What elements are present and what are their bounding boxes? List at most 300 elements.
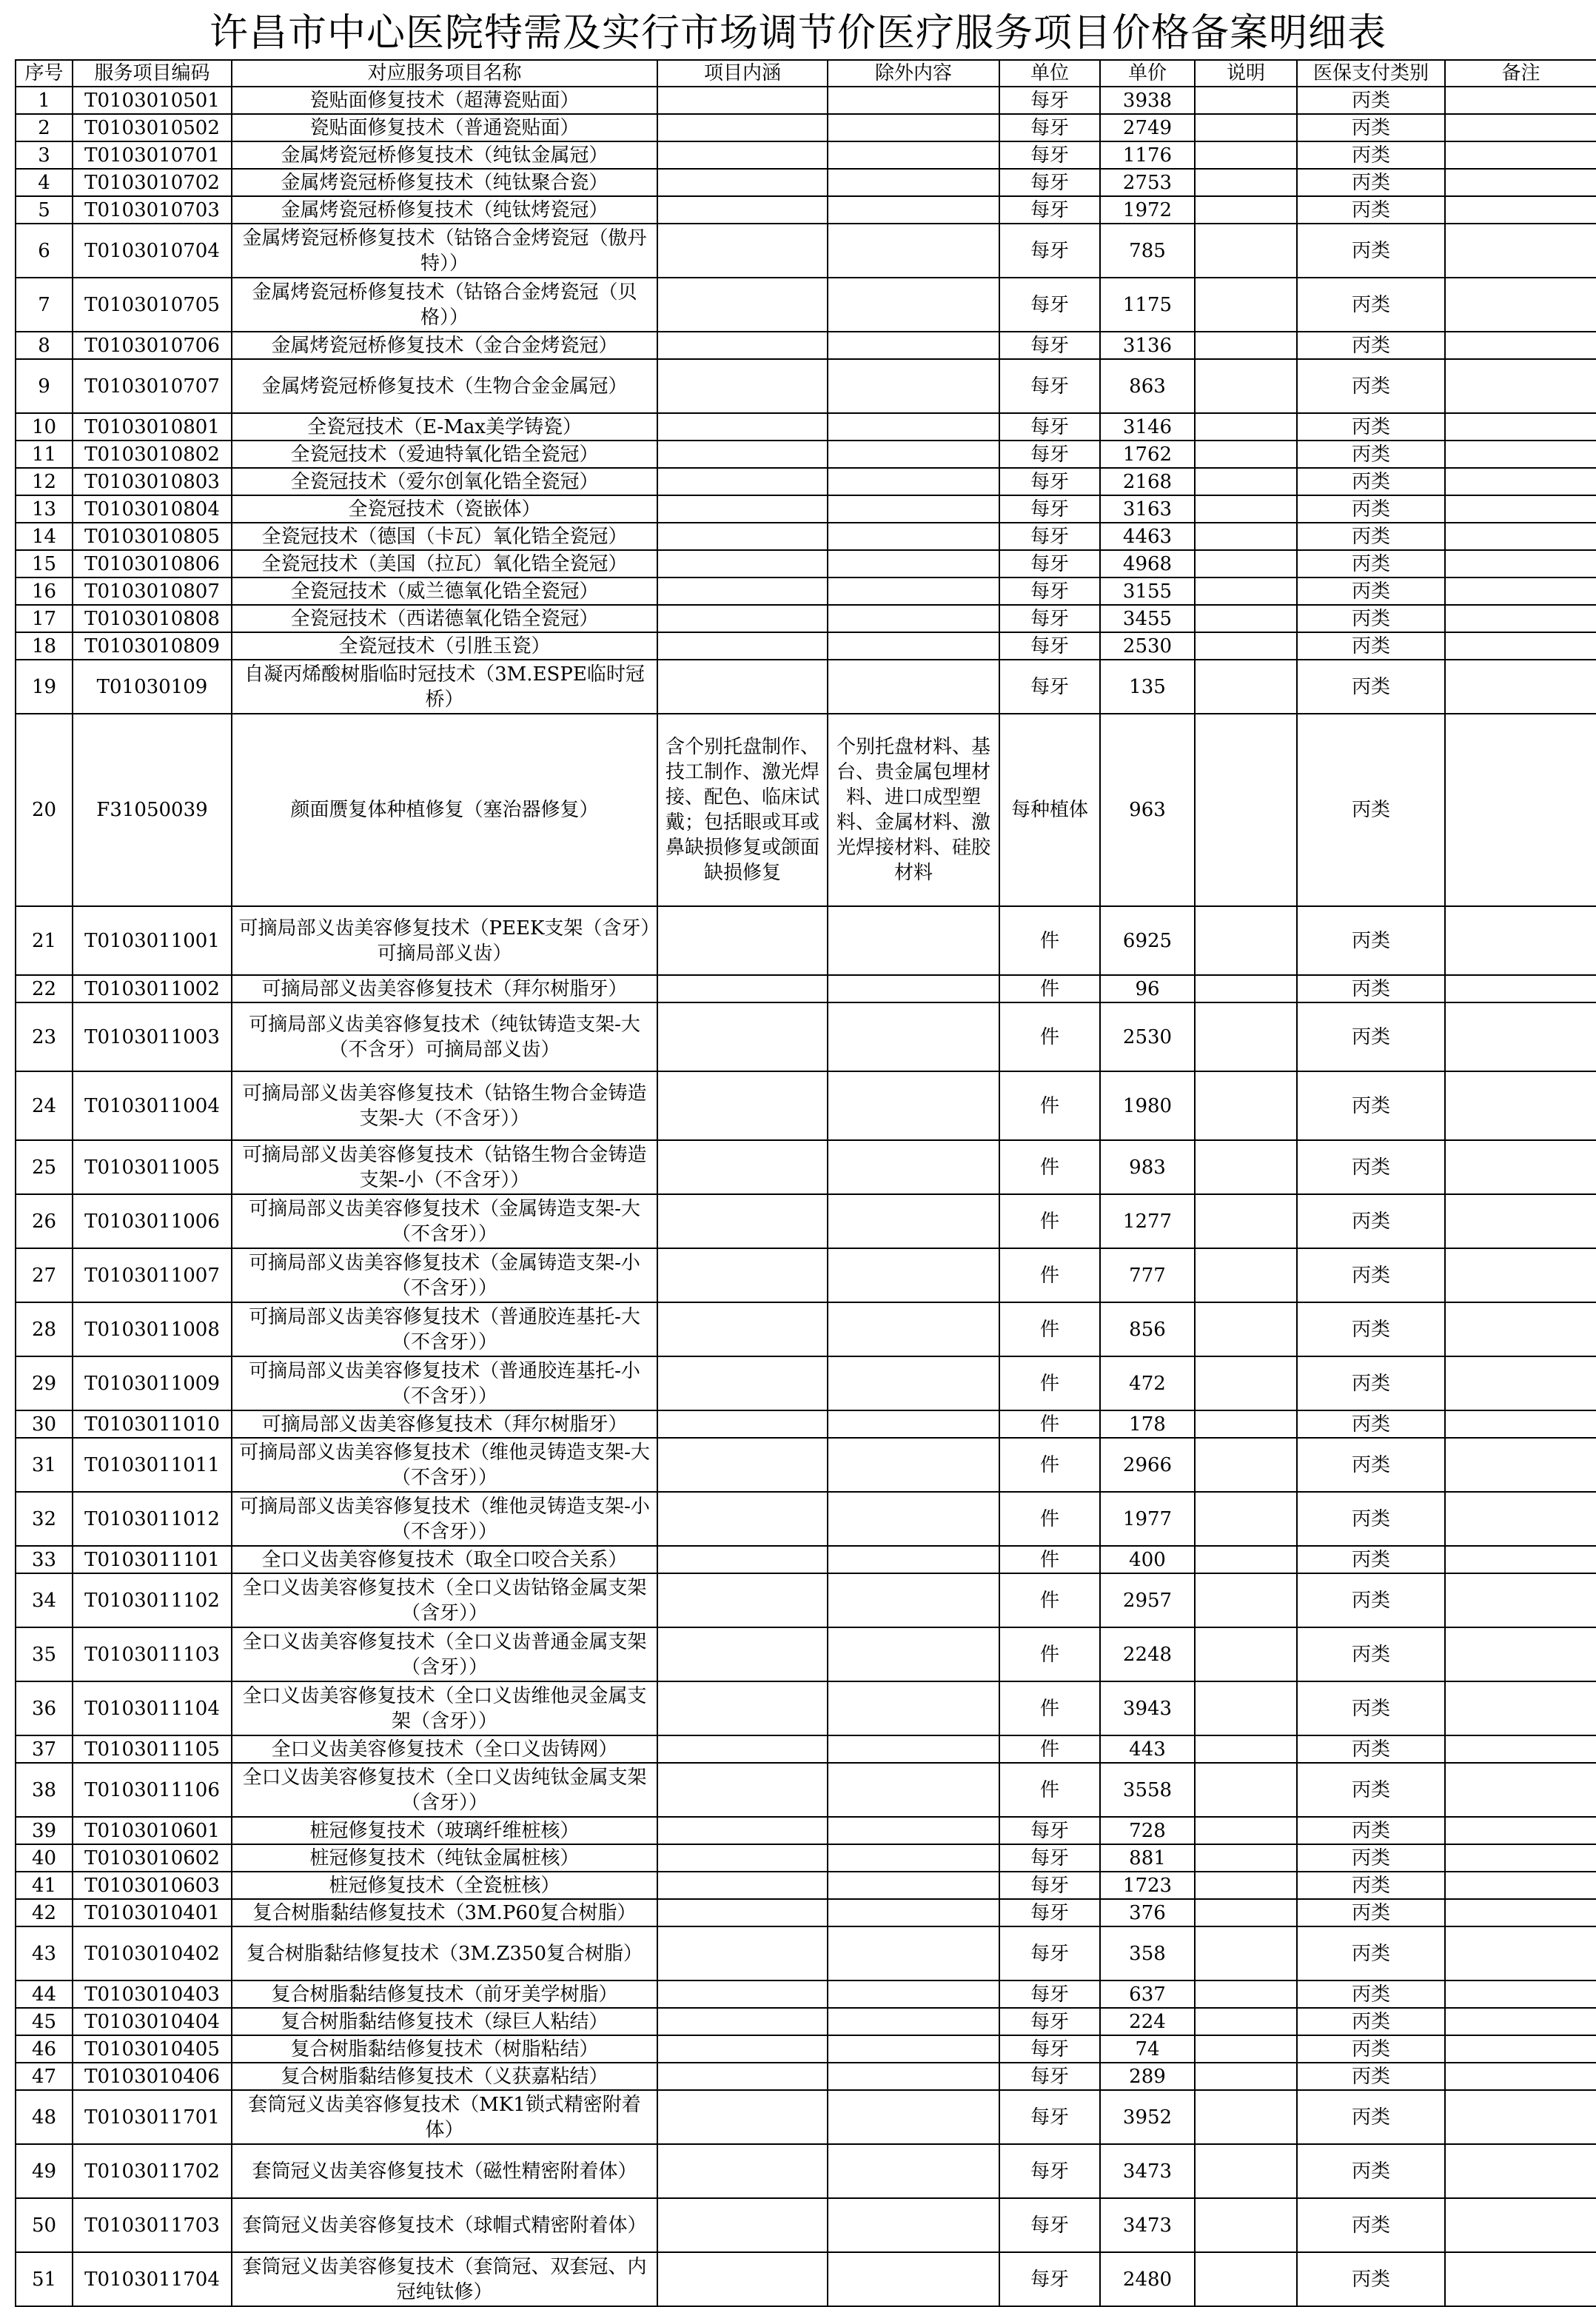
cell-price: 358 xyxy=(1100,1926,1195,1980)
cell-price: 785 xyxy=(1100,224,1195,278)
table-row xyxy=(16,1735,1596,1763)
cell-exclusion xyxy=(828,605,999,632)
cell-code: F31050039 xyxy=(73,714,232,906)
cell-note xyxy=(1195,224,1297,278)
cell-unit: 件 xyxy=(999,1573,1100,1627)
cell-no: 21 xyxy=(16,906,73,975)
cell-note xyxy=(1195,1002,1297,1071)
cell-content xyxy=(657,196,828,224)
cell-code: T0103010401 xyxy=(73,1899,232,1926)
table-row xyxy=(16,1980,1596,2008)
cell-remark xyxy=(1445,2198,1596,2252)
cell-content xyxy=(657,224,828,278)
cell-name: 可摘局部义齿美容修复技术（普通胶连基托-小（不含牙）） xyxy=(232,1356,657,1410)
cell-code: T0103010404 xyxy=(73,2008,232,2035)
cell-note xyxy=(1195,141,1297,169)
cell-note xyxy=(1195,1844,1297,1872)
cell-note xyxy=(1195,1194,1297,1248)
cell-price: 3455 xyxy=(1100,605,1195,632)
cell-exclusion xyxy=(828,1356,999,1410)
cell-content xyxy=(657,169,828,196)
cell-insurance: 丙类 xyxy=(1297,441,1445,468)
cell-no: 33 xyxy=(16,1546,73,1573)
cell-note xyxy=(1195,1546,1297,1573)
cell-insurance: 丙类 xyxy=(1297,1926,1445,1980)
cell-unit: 件 xyxy=(999,1681,1100,1735)
table-row xyxy=(16,169,1596,196)
cell-name: 金属烤瓷冠桥修复技术（钴铬合金烤瓷冠（傲丹特）） xyxy=(232,224,657,278)
cell-exclusion xyxy=(828,1627,999,1681)
table-row xyxy=(16,2198,1596,2252)
cell-name: 瓷贴面修复技术（普通瓷贴面） xyxy=(232,114,657,141)
cell-price: 3146 xyxy=(1100,413,1195,441)
cell-unit: 每牙 xyxy=(999,332,1100,359)
cell-name: 全瓷冠技术（德国（卡瓦）氧化锆全瓷冠） xyxy=(232,523,657,550)
cell-note xyxy=(1195,2198,1297,2252)
cell-name: 桩冠修复技术（全瓷桩核） xyxy=(232,1872,657,1899)
cell-code: T0103010502 xyxy=(73,114,232,141)
cell-content xyxy=(657,577,828,605)
cell-code: T0103011012 xyxy=(73,1492,232,1546)
cell-name: 套筒冠义齿美容修复技术（球帽式精密附着体） xyxy=(232,2198,657,2252)
cell-name: 复合树脂黏结修复技术（树脂粘结） xyxy=(232,2035,657,2063)
cell-name: 全瓷冠技术（瓷嵌体） xyxy=(232,495,657,523)
cell-exclusion xyxy=(828,1844,999,1872)
cell-content xyxy=(657,1926,828,1980)
cell-remark xyxy=(1445,906,1596,975)
cell-remark xyxy=(1445,413,1596,441)
cell-note xyxy=(1195,1899,1297,1926)
table-row xyxy=(16,278,1596,332)
cell-unit: 件 xyxy=(999,906,1100,975)
cell-insurance: 丙类 xyxy=(1297,224,1445,278)
cell-insurance: 丙类 xyxy=(1297,2090,1445,2144)
cell-code: T0103010805 xyxy=(73,523,232,550)
cell-insurance: 丙类 xyxy=(1297,1735,1445,1763)
cell-unit: 每牙 xyxy=(999,441,1100,468)
cell-note xyxy=(1195,332,1297,359)
cell-remark xyxy=(1445,577,1596,605)
cell-exclusion xyxy=(828,1302,999,1356)
cell-price: 637 xyxy=(1100,1980,1195,2008)
cell-remark xyxy=(1445,1248,1596,1302)
cell-note xyxy=(1195,1735,1297,1763)
cell-content xyxy=(657,1763,828,1817)
cell-content xyxy=(657,1844,828,1872)
cell-remark xyxy=(1445,1071,1596,1140)
cell-unit: 每牙 xyxy=(999,1872,1100,1899)
cell-exclusion xyxy=(828,196,999,224)
cell-unit: 件 xyxy=(999,1140,1100,1194)
cell-no: 14 xyxy=(16,523,73,550)
cell-name: 金属烤瓷冠桥修复技术（金合金烤瓷冠） xyxy=(232,332,657,359)
cell-price: 6925 xyxy=(1100,906,1195,975)
cell-insurance: 丙类 xyxy=(1297,1763,1445,1817)
table-row xyxy=(16,359,1596,413)
cell-remark xyxy=(1445,169,1596,196)
cell-exclusion xyxy=(828,1492,999,1546)
cell-name: 金属烤瓷冠桥修复技术（钴铬合金烤瓷冠（贝格）） xyxy=(232,278,657,332)
cell-name: 全口义齿美容修复技术（全口义齿维他灵金属支架（含牙）） xyxy=(232,1681,657,1735)
cell-code: T0103010707 xyxy=(73,359,232,413)
col-header-insurance: 医保支付类别 xyxy=(1297,60,1445,87)
cell-code: T0103011011 xyxy=(73,1438,232,1492)
cell-code: T0103010802 xyxy=(73,441,232,468)
cell-remark xyxy=(1445,224,1596,278)
cell-name: 套筒冠义齿美容修复技术（MK1锁式精密附着体） xyxy=(232,2090,657,2144)
col-header-exclusion: 除外内容 xyxy=(828,60,999,87)
cell-exclusion xyxy=(828,1573,999,1627)
cell-note xyxy=(1195,413,1297,441)
table-row xyxy=(16,975,1596,1002)
col-header-remark: 备注 xyxy=(1445,60,1596,87)
cell-remark xyxy=(1445,1302,1596,1356)
cell-unit: 每牙 xyxy=(999,169,1100,196)
cell-exclusion xyxy=(828,87,999,114)
cell-price: 74 xyxy=(1100,2035,1195,2063)
cell-price: 1176 xyxy=(1100,141,1195,169)
cell-name: 金属烤瓷冠桥修复技术（纯钛聚合瓷） xyxy=(232,169,657,196)
cell-code: T0103011701 xyxy=(73,2090,232,2144)
cell-content xyxy=(657,1573,828,1627)
cell-unit: 每种植体 xyxy=(999,714,1100,906)
cell-no: 16 xyxy=(16,577,73,605)
cell-unit: 每牙 xyxy=(999,605,1100,632)
cell-insurance: 丙类 xyxy=(1297,1844,1445,1872)
cell-price: 3136 xyxy=(1100,332,1195,359)
cell-code: T0103010706 xyxy=(73,332,232,359)
cell-name: 可摘局部义齿美容修复技术（维他灵铸造支架-小（不含牙）） xyxy=(232,1492,657,1546)
cell-no: 8 xyxy=(16,332,73,359)
cell-unit: 件 xyxy=(999,1302,1100,1356)
table-row xyxy=(16,1438,1596,1492)
cell-content xyxy=(657,2090,828,2144)
cell-content xyxy=(657,1410,828,1438)
cell-name: 全瓷冠技术（美国（拉瓦）氧化锆全瓷冠） xyxy=(232,550,657,577)
cell-exclusion xyxy=(828,114,999,141)
cell-content xyxy=(657,1899,828,1926)
cell-insurance: 丙类 xyxy=(1297,278,1445,332)
cell-exclusion xyxy=(828,441,999,468)
table-row xyxy=(16,1194,1596,1248)
cell-exclusion: 个别托盘材料、基台、贵金属包埋材料、进口成型塑料、金属材料、激光焊接材料、硅胶材料 xyxy=(828,714,999,906)
cell-name: 可摘局部义齿美容修复技术（金属铸造支架-小（不含牙）） xyxy=(232,1248,657,1302)
cell-exclusion xyxy=(828,1438,999,1492)
cell-no: 7 xyxy=(16,278,73,332)
cell-remark xyxy=(1445,1763,1596,1817)
cell-exclusion xyxy=(828,1140,999,1194)
cell-content xyxy=(657,2252,828,2306)
cell-price: 1762 xyxy=(1100,441,1195,468)
cell-name: 套筒冠义齿美容修复技术（套筒冠、双套冠、内冠纯钛修） xyxy=(232,2252,657,2306)
cell-note xyxy=(1195,975,1297,1002)
cell-remark xyxy=(1445,1817,1596,1844)
cell-note xyxy=(1195,495,1297,523)
cell-no: 41 xyxy=(16,1872,73,1899)
cell-note xyxy=(1195,2090,1297,2144)
cell-insurance: 丙类 xyxy=(1297,196,1445,224)
table-row xyxy=(16,1926,1596,1980)
cell-unit: 每牙 xyxy=(999,2008,1100,2035)
cell-content xyxy=(657,114,828,141)
cell-note xyxy=(1195,523,1297,550)
cell-code: T01030109 xyxy=(73,660,232,714)
cell-note xyxy=(1195,468,1297,495)
cell-remark xyxy=(1445,141,1596,169)
cell-no: 25 xyxy=(16,1140,73,1194)
cell-unit: 每牙 xyxy=(999,1817,1100,1844)
cell-name: 全瓷冠技术（爱迪特氧化锆全瓷冠） xyxy=(232,441,657,468)
cell-name: 可摘局部义齿美容修复技术（拜尔树脂牙） xyxy=(232,975,657,1002)
table-row xyxy=(16,2144,1596,2198)
cell-price: 2957 xyxy=(1100,1573,1195,1627)
cell-unit: 件 xyxy=(999,1763,1100,1817)
cell-remark xyxy=(1445,1980,1596,2008)
cell-name: 金属烤瓷冠桥修复技术（生物合金金属冠） xyxy=(232,359,657,413)
cell-insurance: 丙类 xyxy=(1297,1546,1445,1573)
cell-note xyxy=(1195,2252,1297,2306)
cell-remark xyxy=(1445,87,1596,114)
cell-exclusion xyxy=(828,2063,999,2090)
cell-insurance: 丙类 xyxy=(1297,2198,1445,2252)
cell-price: 2480 xyxy=(1100,2252,1195,2306)
cell-no: 23 xyxy=(16,1002,73,1071)
cell-insurance: 丙类 xyxy=(1297,1438,1445,1492)
cell-exclusion xyxy=(828,1980,999,2008)
cell-no: 47 xyxy=(16,2063,73,2090)
cell-remark xyxy=(1445,332,1596,359)
table-row xyxy=(16,714,1596,906)
table-row xyxy=(16,1872,1596,1899)
cell-note xyxy=(1195,550,1297,577)
table-row xyxy=(16,495,1596,523)
cell-price: 2749 xyxy=(1100,114,1195,141)
cell-unit: 件 xyxy=(999,1002,1100,1071)
cell-note xyxy=(1195,278,1297,332)
cell-note xyxy=(1195,1980,1297,2008)
cell-unit: 件 xyxy=(999,975,1100,1002)
table-row xyxy=(16,1899,1596,1926)
cell-unit: 每牙 xyxy=(999,359,1100,413)
cell-unit: 每牙 xyxy=(999,114,1100,141)
cell-note xyxy=(1195,1681,1297,1735)
cell-unit: 每牙 xyxy=(999,2198,1100,2252)
cell-insurance: 丙类 xyxy=(1297,1194,1445,1248)
cell-content xyxy=(657,413,828,441)
cell-insurance: 丙类 xyxy=(1297,114,1445,141)
cell-code: T0103010809 xyxy=(73,632,232,660)
cell-no: 24 xyxy=(16,1071,73,1140)
cell-exclusion xyxy=(828,1002,999,1071)
cell-remark xyxy=(1445,468,1596,495)
cell-name: 复合树脂黏结修复技术（3M.P60复合树脂） xyxy=(232,1899,657,1926)
cell-name: 全瓷冠技术（威兰德氧化锆全瓷冠） xyxy=(232,577,657,605)
table-row xyxy=(16,1573,1596,1627)
table-body xyxy=(16,87,1596,2306)
cell-exclusion xyxy=(828,1872,999,1899)
col-header-no: 序号 xyxy=(16,60,73,87)
cell-price: 376 xyxy=(1100,1899,1195,1926)
cell-code: T0103011008 xyxy=(73,1302,232,1356)
table-row xyxy=(16,1410,1596,1438)
cell-insurance: 丙类 xyxy=(1297,1356,1445,1410)
table-row xyxy=(16,141,1596,169)
table-row xyxy=(16,2090,1596,2144)
cell-note xyxy=(1195,196,1297,224)
cell-note xyxy=(1195,714,1297,906)
table-row xyxy=(16,1248,1596,1302)
cell-exclusion xyxy=(828,975,999,1002)
col-header-name: 对应服务项目名称 xyxy=(232,60,657,87)
cell-name: 复合树脂黏结修复技术（3M.Z350复合树脂） xyxy=(232,1926,657,1980)
cell-content xyxy=(657,550,828,577)
cell-name: 全瓷冠技术（西诺德氧化锆全瓷冠） xyxy=(232,605,657,632)
cell-remark xyxy=(1445,1681,1596,1735)
cell-insurance: 丙类 xyxy=(1297,2252,1445,2306)
cell-code: T0103010405 xyxy=(73,2035,232,2063)
cell-unit: 每牙 xyxy=(999,468,1100,495)
cell-remark xyxy=(1445,114,1596,141)
table-row xyxy=(16,660,1596,714)
cell-price: 2248 xyxy=(1100,1627,1195,1681)
cell-content xyxy=(657,1681,828,1735)
cell-exclusion xyxy=(828,523,999,550)
cell-no: 32 xyxy=(16,1492,73,1546)
cell-insurance: 丙类 xyxy=(1297,332,1445,359)
cell-price: 2530 xyxy=(1100,1002,1195,1071)
cell-name: 复合树脂黏结修复技术（义获嘉粘结） xyxy=(232,2063,657,2090)
cell-price: 4968 xyxy=(1100,550,1195,577)
cell-remark xyxy=(1445,605,1596,632)
cell-exclusion xyxy=(828,1763,999,1817)
cell-code: T0103010603 xyxy=(73,1872,232,1899)
cell-code: T0103010804 xyxy=(73,495,232,523)
cell-insurance: 丙类 xyxy=(1297,1071,1445,1140)
cell-no: 5 xyxy=(16,196,73,224)
cell-price: 1277 xyxy=(1100,1194,1195,1248)
table-row xyxy=(16,332,1596,359)
cell-content xyxy=(657,1817,828,1844)
cell-no: 17 xyxy=(16,605,73,632)
cell-remark xyxy=(1445,632,1596,660)
cell-exclusion xyxy=(828,1735,999,1763)
cell-no: 42 xyxy=(16,1899,73,1926)
cell-name: 复合树脂黏结修复技术（绿巨人粘结） xyxy=(232,2008,657,2035)
cell-remark xyxy=(1445,1573,1596,1627)
cell-code: T0103011006 xyxy=(73,1194,232,1248)
cell-remark xyxy=(1445,196,1596,224)
table-row xyxy=(16,550,1596,577)
cell-code: T0103010704 xyxy=(73,224,232,278)
cell-insurance: 丙类 xyxy=(1297,2035,1445,2063)
cell-note xyxy=(1195,1410,1297,1438)
cell-unit: 件 xyxy=(999,1627,1100,1681)
cell-no: 27 xyxy=(16,1248,73,1302)
cell-no: 34 xyxy=(16,1573,73,1627)
cell-code: T0103011007 xyxy=(73,1248,232,1302)
cell-no: 37 xyxy=(16,1735,73,1763)
cell-remark xyxy=(1445,1438,1596,1492)
cell-code: T0103011106 xyxy=(73,1763,232,1817)
cell-unit: 件 xyxy=(999,1438,1100,1492)
cell-code: T0103011702 xyxy=(73,2144,232,2198)
cell-exclusion xyxy=(828,495,999,523)
cell-unit: 每牙 xyxy=(999,224,1100,278)
cell-content xyxy=(657,278,828,332)
cell-no: 12 xyxy=(16,468,73,495)
cell-exclusion xyxy=(828,2144,999,2198)
cell-price: 983 xyxy=(1100,1140,1195,1194)
cell-price: 3473 xyxy=(1100,2144,1195,2198)
cell-insurance: 丙类 xyxy=(1297,1817,1445,1844)
cell-price: 178 xyxy=(1100,1410,1195,1438)
cell-code: T0103011001 xyxy=(73,906,232,975)
cell-no: 40 xyxy=(16,1844,73,1872)
cell-remark xyxy=(1445,975,1596,1002)
cell-insurance: 丙类 xyxy=(1297,2144,1445,2198)
cell-exclusion xyxy=(828,468,999,495)
cell-remark xyxy=(1445,278,1596,332)
cell-name: 可摘局部义齿美容修复技术（钴铬生物合金铸造支架-大（不含牙）） xyxy=(232,1071,657,1140)
cell-unit: 件 xyxy=(999,1492,1100,1546)
table-row xyxy=(16,1817,1596,1844)
cell-note xyxy=(1195,577,1297,605)
cell-exclusion xyxy=(828,660,999,714)
cell-note xyxy=(1195,1356,1297,1410)
cell-name: 全口义齿美容修复技术（全口义齿钴铬金属支架（含牙）） xyxy=(232,1573,657,1627)
cell-content xyxy=(657,359,828,413)
cell-unit: 每牙 xyxy=(999,1844,1100,1872)
cell-content xyxy=(657,1980,828,2008)
cell-code: T0103011003 xyxy=(73,1002,232,1071)
cell-price: 863 xyxy=(1100,359,1195,413)
cell-remark xyxy=(1445,1194,1596,1248)
cell-price: 3952 xyxy=(1100,2090,1195,2144)
cell-no: 38 xyxy=(16,1763,73,1817)
cell-no: 4 xyxy=(16,169,73,196)
cell-price: 881 xyxy=(1100,1844,1195,1872)
cell-name: 全口义齿美容修复技术（全口义齿普通金属支架（含牙）） xyxy=(232,1627,657,1681)
table-row xyxy=(16,114,1596,141)
cell-exclusion xyxy=(828,1899,999,1926)
table-row xyxy=(16,1492,1596,1546)
cell-price: 1723 xyxy=(1100,1872,1195,1899)
cell-content xyxy=(657,2198,828,2252)
cell-remark xyxy=(1445,523,1596,550)
cell-unit: 件 xyxy=(999,1071,1100,1140)
cell-remark xyxy=(1445,2144,1596,2198)
cell-unit: 件 xyxy=(999,1546,1100,1573)
cell-insurance: 丙类 xyxy=(1297,413,1445,441)
cell-no: 51 xyxy=(16,2252,73,2306)
cell-price: 1175 xyxy=(1100,278,1195,332)
table-row xyxy=(16,2035,1596,2063)
table-row xyxy=(16,523,1596,550)
cell-insurance: 丙类 xyxy=(1297,1140,1445,1194)
cell-unit: 每牙 xyxy=(999,413,1100,441)
cell-unit: 每牙 xyxy=(999,660,1100,714)
table-row xyxy=(16,605,1596,632)
cell-insurance: 丙类 xyxy=(1297,975,1445,1002)
table-row xyxy=(16,1356,1596,1410)
cell-price: 856 xyxy=(1100,1302,1195,1356)
cell-note xyxy=(1195,169,1297,196)
cell-unit: 每牙 xyxy=(999,577,1100,605)
cell-no: 50 xyxy=(16,2198,73,2252)
cell-remark xyxy=(1445,2063,1596,2090)
cell-unit: 每牙 xyxy=(999,1926,1100,1980)
cell-price: 1972 xyxy=(1100,196,1195,224)
